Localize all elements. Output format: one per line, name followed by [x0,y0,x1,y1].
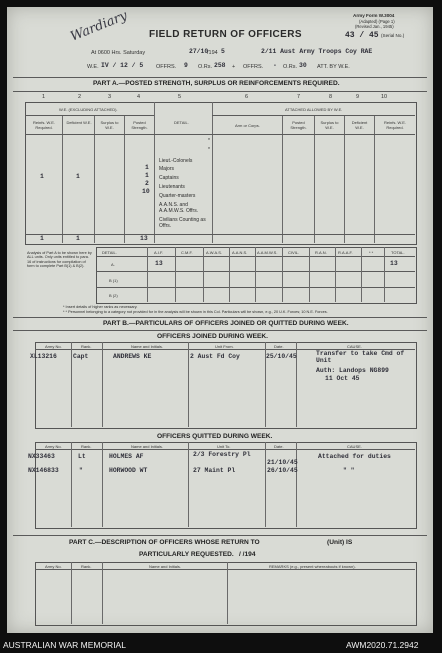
sub-header: Deficient W.E. [66,120,92,125]
col-header: Date. [274,444,284,449]
analysis-header: C.M.F. [181,250,193,255]
col1-value: 1 [40,173,44,180]
col-header: Army No. [45,344,62,349]
col-divider [175,247,176,302]
col-divider [361,247,362,302]
we-value: IV / 12 / 5 [101,62,144,69]
quitted-rank: " [79,467,83,474]
row-divider [25,115,154,116]
joined-date: 25/10/45 [266,353,297,360]
col-number: 4 [137,94,141,100]
col-divider [102,442,103,527]
analysis-row-label: B (1) [109,278,118,283]
detail-row: A.A.N.S. and A.A.M.W.S. Offrs. [159,202,199,214]
col-header: Rank. [81,564,92,569]
col-number: 10 [381,94,388,100]
col-divider [203,247,204,302]
col-divider [154,102,155,243]
col-header: Name and Initials. [149,564,182,569]
or-value: 258 [214,62,226,69]
col-number: 2 [78,94,82,100]
col-divider [71,442,72,527]
col4-value: 2 [145,180,149,187]
col-divider [71,342,72,427]
part-a-heading: PART A.—POSTED STRENGTH, SURPLUS OR REINFORCEMENTS REQUIRED. [93,80,340,87]
col-divider [229,247,230,302]
part-c-line2: PARTICULARLY REQUESTED. [139,551,234,558]
sub-header: Deficient W.E. [351,120,368,130]
form-page [7,7,433,633]
col-number: 8 [329,94,333,100]
year-digit: 5 [221,48,225,55]
joined-cause-date: 11 Oct 45 [325,375,360,382]
form-title: FIELD RETURN OF OFFICERS [149,29,302,40]
col-divider [212,102,213,243]
analysis-header: TOTAL. [391,250,405,255]
handwritten-note: Wardiary [68,8,130,45]
quitted-cause: " " [343,467,355,474]
analysis-header: A.A.N.S. [232,250,248,255]
col-divider [384,247,385,302]
sub-header: Reinfs. W.E. Required. [383,120,406,130]
col-number: 1 [42,94,46,100]
analysis-header: R.A.A.F. [338,250,353,255]
col-header: Unit To. [217,444,231,449]
unit-value: 2/11 Aust Army Troops Coy RAE [261,48,373,55]
footnote: * Insert details of higher ranks as necessary. [63,305,138,309]
col-divider [147,247,148,302]
quitted-name: HOLMES AF [109,453,144,460]
plus-sign: + [232,64,236,70]
rule [13,77,427,78]
rule [13,330,427,331]
col-header: Army No. [45,444,62,449]
quitted-date: 21/10/45 [267,459,298,466]
offrs-label: OFFRS. [156,64,177,70]
at-time-label: At 0600 Hrs. Saturday [91,50,146,56]
col-number: 3 [108,94,112,100]
col-divider [227,562,228,624]
detail-header: DETAIL. [174,120,189,125]
row-divider [35,569,415,570]
col-divider [296,442,297,527]
att-header: ATTACHED ALLOWED BY W.E. [285,107,343,112]
quitted-unit: 27 Maint Pl [193,467,236,474]
sub-header: Surplus to W.E. [100,120,119,130]
col-header: CAUSE. [347,344,362,349]
joined-heading: OFFICERS JOINED DURING WEEK. [157,333,269,340]
footer-left: AUSTRALIAN WAR MEMORIAL [3,640,126,650]
col-header: Name and Initials. [131,344,164,349]
analysis-header: A.A.M.W.S. [257,250,278,255]
col-header: REMARKS (e.g., present whereabouts if known). [269,564,356,569]
col-divider [71,562,72,624]
serial-label: (Serial No.) [381,33,405,38]
col-header: Name and Initials. [131,444,164,449]
row-divider [35,449,415,450]
col-divider [282,247,283,302]
col-divider [335,247,336,302]
col4-value: 1 [145,164,149,171]
offrs2-label: OFFRS. [243,64,264,70]
analysis-header: A.W.A.S. [206,250,223,255]
analysis-header: A.I.F. [154,250,164,255]
row-divider [25,134,415,135]
quitted-army-no: NX33463 [28,453,55,460]
detail-row: Lieutenants [159,184,185,190]
joined-cause: Transfer to take Cmd of Unit [316,350,405,364]
joined-name: ANDREWS KE [113,353,152,360]
serial-number: 43 / 45 [345,31,379,40]
rule [13,317,427,318]
part-c-unit-label: (Unit) IS [327,539,353,546]
offrs-value: 9 [184,62,188,69]
total-col2: 1 [76,235,80,242]
col-number: 9 [356,94,360,100]
analysis-note: Analysis of Part A to be shown here by ALL units. Only units entitled to para. 16 of instructions for compilation of form to complete Part B(1) & B(2). [27,251,92,269]
form-id: Army Form W.3004 [353,13,395,18]
rule [13,535,427,536]
joined-army-no: XL13216 [30,353,57,360]
quitted-cause: Attached for duties [318,453,391,460]
or-label: O.Rs. [198,64,213,70]
quitted-army-no: NX146833 [28,467,59,474]
footnote: * * Personnel belonging to a category not provided for in the analysis will be shown in this Col. Particulars will be shown, e.g., 20 U.K. Forces; 10 N.E. Forces. [63,310,328,314]
total-col4: 13 [140,235,148,242]
part-c-table [35,562,417,626]
col-divider [265,442,266,527]
col-divider [188,442,189,527]
col-number: 7 [297,94,301,100]
analysis-header: R.A.N. [315,250,327,255]
sub-header: Arm or Corps. [235,123,260,128]
analysis-header: CIVIL. [288,250,300,255]
col-divider [309,247,310,302]
year-label: /194 [207,50,218,56]
col-divider [188,342,189,427]
analysis-row-label: A. [111,262,115,267]
att-label: ATT. BY W.E. [317,64,350,70]
col-header: Unit From. [215,344,234,349]
footer-right: AWM2020.71.2942 [346,640,419,650]
we-header: W.E. (EXCLUDING ATTACHED). [59,107,118,112]
detail-row: Captains [159,175,179,181]
quitted-unit: 2/3 Forestry Pl [193,451,251,458]
part-b-heading: PART B.—PARTICULARS OF OFFICERS JOINED OR QUITTED DURING WEEK. [103,320,349,327]
detail-row: Quarter-masters [159,193,196,199]
detail-row: Majors [159,166,175,172]
detail-row: Civilians Counting as Offrs. [159,217,206,229]
or2-value: 30 [299,62,307,69]
rule [13,91,427,92]
form-revised: (Revised Jan., 1945) [355,24,394,29]
total-col1: 1 [40,235,44,242]
we-label: W.E. [87,64,99,70]
sub-header: Posted Strength. [290,120,307,130]
row-divider [25,234,415,235]
quitted-name: HORWOOD WT [109,467,148,474]
analysis-header: * * [369,250,374,255]
quitted-rank: Lt [78,453,86,460]
sub-header: Reinfs. W.E. Required. [32,120,55,130]
or2-label: O.Rs. [283,64,298,70]
col2-value: 1 [76,173,80,180]
col-header: Rank. [81,444,92,449]
col4-value: 10 [142,188,150,195]
detail-row: Lieut.-Colonels [159,158,193,164]
analysis-total-a: 13 [390,260,398,267]
joined-rank: Capt [73,353,89,360]
analysis-row-label: B (2) [109,293,118,298]
part-c-heading: PART C.—DESCRIPTION OF OFFICERS WHOSE RETURN TO [69,539,260,546]
col-divider [255,247,256,302]
sub-header: Posted Strength. [131,120,148,130]
col-header: Date. [274,344,284,349]
col-header: CAUSE. [347,444,362,449]
col-divider [102,342,103,427]
quitted-date: 26/10/45 [267,467,298,474]
col-number: 6 [245,94,249,100]
date-value: 27/10 [189,48,209,55]
joined-cause-auth: Auth: Landops NG899 [316,367,389,374]
col-header: Rank. [81,344,92,349]
row-divider [212,115,415,116]
sub-header: Surplus to W.E. [320,120,339,130]
quitted-heading: OFFICERS QUITTED DURING WEEK. [157,433,273,440]
analysis-header: DETAIL. [102,250,117,255]
analysis-aif-a: 13 [155,260,163,267]
joined-unit: 2 Aust Fd Coy [190,353,240,360]
col-number: 5 [178,94,182,100]
detail-marker: * [208,138,210,144]
col-header: Army No. [45,564,62,569]
offrs2-value: - [273,62,277,69]
part-c-date-blank: / /194 [239,551,256,558]
col-divider [102,562,103,624]
detail-marker: * [208,147,210,153]
col4-value: 1 [145,172,149,179]
form-adopted: (Adapted) (Page 1) [359,19,395,24]
